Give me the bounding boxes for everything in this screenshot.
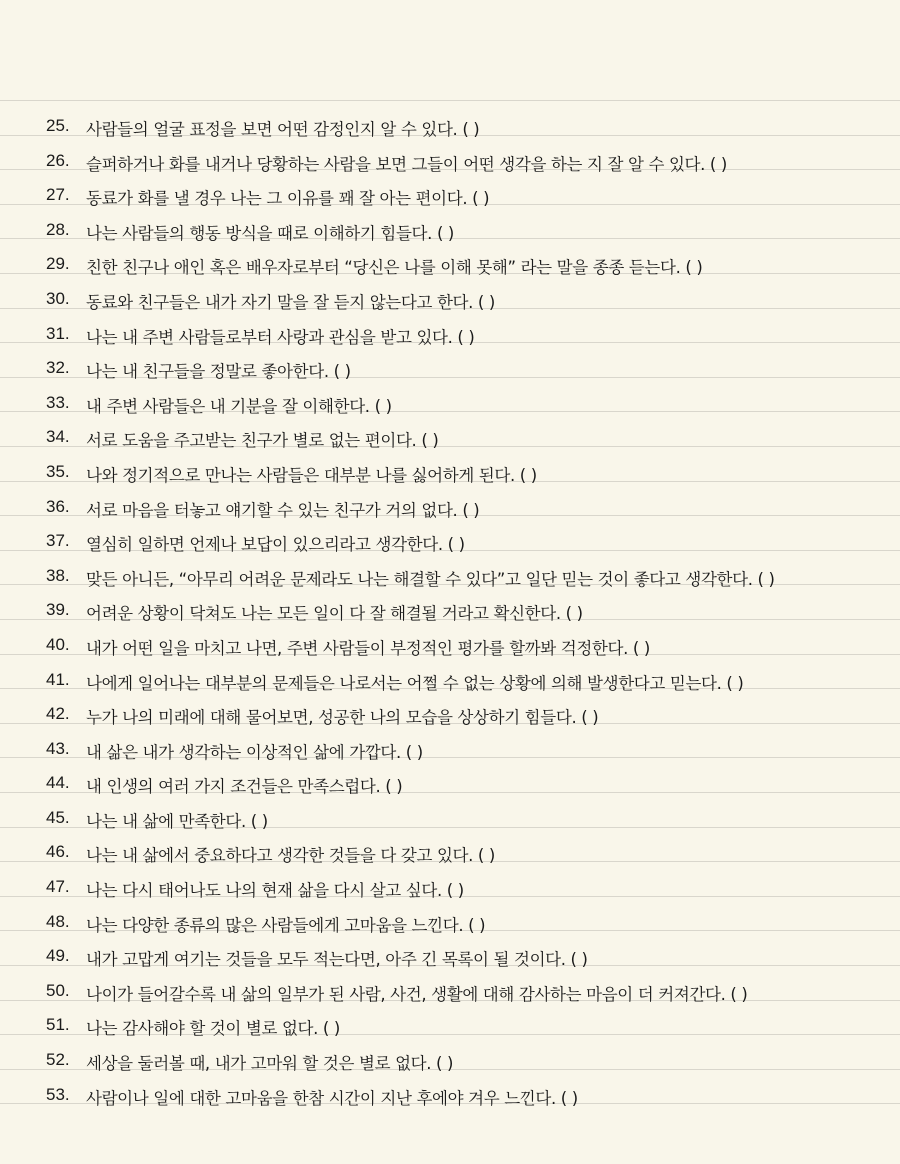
question-item	[0, 558, 900, 593]
question-text: 나는 감사해야 할 것이 별로 없다. ( )	[86, 1019, 340, 1039]
question-number: 33.	[46, 392, 70, 412]
question-text: 내 인생의 여러 가지 조건들은 만족스럽다. ( )	[86, 777, 403, 797]
question-number: 34.	[46, 427, 70, 447]
question-text: 세상을 둘러볼 때, 내가 고마워 할 것은 별로 없다. ( )	[86, 1054, 454, 1074]
question-text: 동료와 친구들은 내가 자기 말을 잘 듣지 않는다고 한다. ( )	[86, 292, 495, 312]
question-text: 누가 나의 미래에 대해 물어보면, 성공한 나의 모습을 상상하기 힘들다. ( )	[86, 708, 599, 728]
question-text: 나와 정기적으로 만나는 사람들은 대부분 나를 싫어하게 된다. ( )	[86, 465, 537, 485]
question-number: 30.	[46, 288, 70, 308]
question-number: 53.	[46, 1084, 70, 1104]
question-item	[0, 627, 900, 662]
question-item	[0, 662, 900, 697]
question-item	[0, 489, 900, 524]
question-text: 내 삶은 내가 생각하는 이상적인 삶에 가깝다. ( )	[86, 742, 423, 762]
question-text: 열심히 일하면 언제나 보답이 있으리라고 생각한다. ( )	[86, 535, 465, 555]
question-text: 내가 어떤 일을 마치고 나면, 주변 사람들이 부정적인 평가를 할까봐 걱정한다. ( )	[86, 638, 650, 658]
question-item	[0, 592, 900, 627]
question-text: 나는 내 친구들을 정말로 좋아한다. ( )	[86, 362, 351, 382]
question-text: 슬퍼하거나 화를 내거나 당황하는 사람을 보면 그들이 어떤 생각을 하는 지 잘 알 수 있다. ( )	[86, 154, 728, 174]
question-item	[0, 143, 900, 178]
question-number: 46.	[46, 842, 70, 862]
question-text: 나는 사람들의 행동 방식을 때로 이해하기 힘들다. ( )	[86, 223, 455, 243]
question-number: 26.	[46, 150, 70, 170]
question-number: 36.	[46, 496, 70, 516]
question-number: 28.	[46, 219, 70, 239]
question-number: 32.	[46, 358, 70, 378]
question-number: 29.	[46, 254, 70, 274]
question-list	[0, 108, 900, 1111]
question-number: 35.	[46, 461, 70, 481]
question-number: 50.	[46, 980, 70, 1000]
question-text: 내가 고맙게 여기는 것들을 모두 적는다면, 아주 긴 목록이 될 것이다. ( )	[86, 950, 588, 970]
question-text: 나는 내 삶에 만족한다. ( )	[86, 811, 268, 831]
question-number: 31.	[46, 323, 70, 343]
question-item	[0, 523, 900, 558]
question-text: 서로 도움을 주고받는 친구가 별로 없는 편이다. ( )	[86, 431, 439, 451]
question-text: 서로 마음을 터놓고 얘기할 수 있는 친구가 거의 없다. ( )	[86, 500, 480, 520]
question-item	[0, 869, 900, 904]
question-text: 동료가 화를 낼 경우 나는 그 이유를 꽤 잘 아는 편이다. ( )	[86, 189, 490, 209]
question-number: 42.	[46, 704, 70, 724]
question-item	[0, 904, 900, 939]
question-text: 나는 내 주변 사람들로부터 사랑과 관심을 받고 있다. ( )	[86, 327, 475, 347]
question-text: 사람이나 일에 대한 고마움을 한참 시간이 지난 후에야 겨우 느낀다. ( )	[86, 1088, 578, 1108]
question-text: 나이가 들어갈수록 내 삶의 일부가 된 사람, 사건, 생활에 대해 감사하는 마음이 더 커져간다. ( )	[86, 984, 748, 1004]
question-item	[0, 454, 900, 489]
question-number: 25.	[46, 116, 70, 135]
question-item	[0, 1077, 900, 1112]
question-text: 나는 다양한 종류의 많은 사람들에게 고마움을 느낀다. ( )	[86, 915, 486, 935]
question-number: 38.	[46, 565, 70, 585]
question-text: 어려운 상황이 닥쳐도 나는 모든 일이 다 잘 해결될 거라고 확신한다. ( )	[86, 604, 583, 624]
question-number: 43.	[46, 738, 70, 758]
question-number: 51.	[46, 1015, 70, 1035]
question-number: 48.	[46, 911, 70, 931]
question-number: 47.	[46, 877, 70, 897]
question-item	[0, 108, 900, 143]
question-item	[0, 765, 900, 800]
question-item	[0, 177, 900, 212]
question-number: 37.	[46, 531, 70, 551]
question-number: 39.	[46, 600, 70, 620]
question-text: 나는 다시 태어나도 나의 현재 삶을 다시 살고 싶다. ( )	[86, 881, 464, 901]
question-number: 44.	[46, 773, 70, 793]
question-number: 52.	[46, 1050, 70, 1070]
question-number: 49.	[46, 946, 70, 966]
question-item	[0, 1007, 900, 1042]
question-item	[0, 800, 900, 835]
question-number: 27.	[46, 185, 70, 205]
question-item	[0, 246, 900, 281]
question-item	[0, 419, 900, 454]
question-item	[0, 696, 900, 731]
question-text: 맞든 아니든, “아무리 어려운 문제라도 나는 해결할 수 있다”고 일단 믿는 것이 좋다고 생각한다. ( )	[86, 569, 775, 589]
question-item	[0, 316, 900, 351]
question-item	[0, 350, 900, 385]
question-item	[0, 1042, 900, 1077]
question-text: 나는 내 삶에서 중요하다고 생각한 것들을 다 갖고 있다. ( )	[86, 846, 495, 866]
question-item	[0, 938, 900, 973]
question-item	[0, 281, 900, 316]
question-item	[0, 385, 900, 420]
ruled-line	[0, 100, 900, 101]
question-item	[0, 212, 900, 247]
question-text: 나에게 일어나는 대부분의 문제들은 나로서는 어쩔 수 없는 상황에 의해 발생한다고 믿는다. ( )	[86, 673, 744, 693]
question-item	[0, 834, 900, 869]
question-text: 내 주변 사람들은 내 기분을 잘 이해한다. ( )	[86, 396, 392, 416]
question-number: 45.	[46, 807, 70, 827]
question-item	[0, 973, 900, 1008]
question-item	[0, 731, 900, 766]
question-number: 41.	[46, 669, 70, 689]
question-text: 친한 친구나 애인 혹은 배우자로부터 “당신은 나를 이해 못해” 라는 말을 종종 듣는다. ( )	[86, 258, 703, 278]
question-number: 40.	[46, 634, 70, 654]
question-text: 사람들의 얼굴 표정을 보면 어떤 감정인지 알 수 있다. ( )	[86, 120, 480, 139]
